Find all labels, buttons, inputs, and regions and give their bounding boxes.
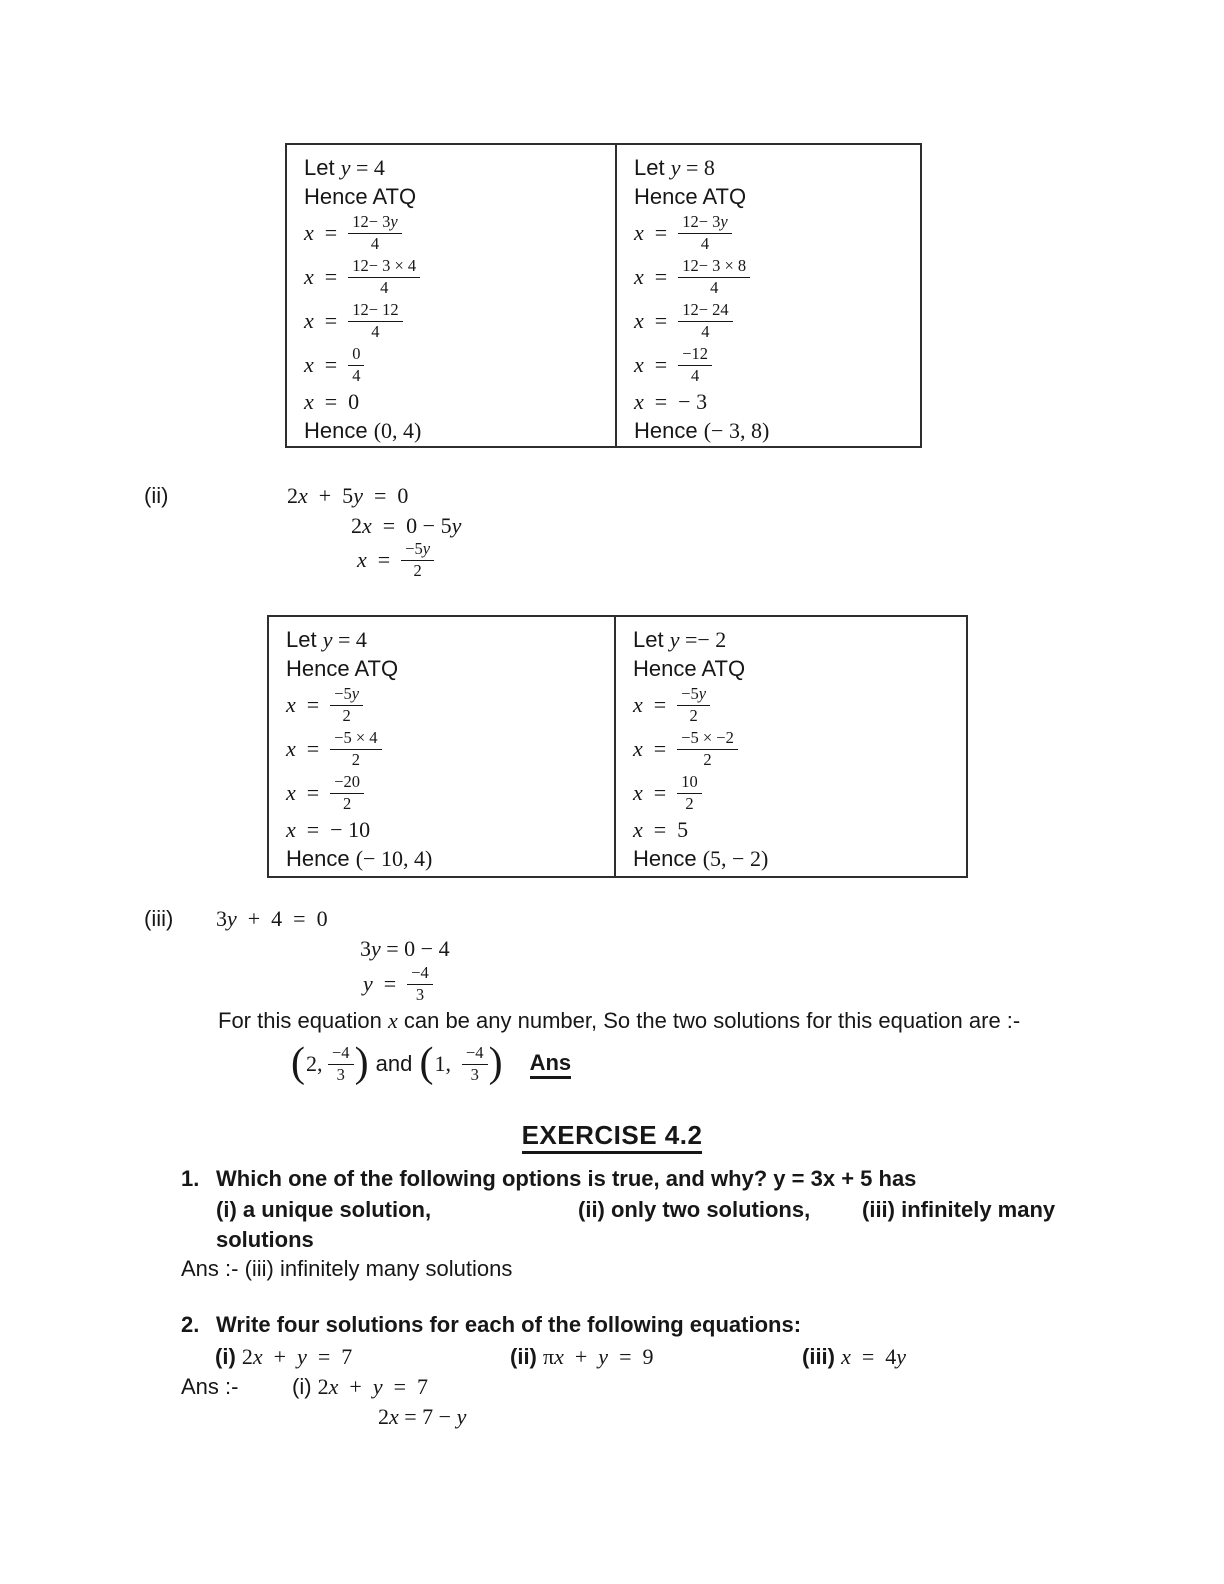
equation-step <box>633 771 966 815</box>
hence-atq-line: Hence ATQ <box>634 183 747 209</box>
denominator: 4 <box>371 321 380 341</box>
result-line: x = − 3 <box>634 388 708 414</box>
fraction <box>330 729 381 769</box>
result-line: x = 0 <box>304 388 360 414</box>
equation-step <box>634 255 920 299</box>
denominator: 4 <box>690 365 700 385</box>
conclusion-line <box>634 416 920 445</box>
part-iii-label: (iii) <box>144 906 174 931</box>
numerator: 10 <box>677 773 702 793</box>
table2-left-cell <box>269 617 614 876</box>
equation-step <box>633 727 966 771</box>
solution-point-2: 1, <box>434 1051 462 1076</box>
conclusion-point: (0, 4) <box>373 417 422 443</box>
q1-option-ii: (ii) only two solutions, <box>578 1197 811 1222</box>
conclusion-line <box>286 844 614 873</box>
fraction <box>677 773 702 813</box>
part-ii-equation-3 <box>357 536 434 584</box>
step-lhs: x = <box>286 736 331 761</box>
denominator: 4 <box>710 277 719 297</box>
hence-label: Hence <box>634 417 704 443</box>
denominator: 2 <box>689 705 698 725</box>
denominator: 4 <box>701 321 710 341</box>
let-line <box>304 153 615 182</box>
numerator: −5 × −2 <box>677 729 738 749</box>
equation-step <box>634 211 920 255</box>
denominator: 2 <box>685 793 694 813</box>
q2-text: Write four solutions for each of the following equations: <box>216 1312 802 1337</box>
numerator: −5y <box>677 685 710 705</box>
q2-ans-label: Ans :- <box>181 1374 239 1399</box>
part-iii-equation-2: 3 y = 0 − 4 <box>360 936 450 961</box>
hence-atq-line: Hence ATQ <box>304 183 417 209</box>
q1-text-continued: solutions <box>216 1227 314 1252</box>
equation-step <box>634 343 920 387</box>
part-iii-equation-3 <box>363 960 433 1008</box>
fraction <box>677 685 710 725</box>
conclusion-line <box>304 416 615 445</box>
step-lhs: y = <box>363 971 408 996</box>
hence-atq-line: Hence ATQ <box>633 655 746 681</box>
denominator: 4 <box>352 365 361 385</box>
part-equation: 2x + y = 7 <box>241 1344 353 1369</box>
denominator: 4 <box>700 233 710 253</box>
exercise-heading: EXERCISE 4.2 <box>522 1120 703 1154</box>
solutions-line <box>290 1038 571 1090</box>
step-lhs: x = <box>304 264 349 289</box>
let-label: Let <box>286 626 323 652</box>
let-line <box>634 153 920 182</box>
solution-table-1 <box>285 143 922 448</box>
denominator: 3 <box>415 984 425 1004</box>
and-text: and <box>369 1051 419 1076</box>
numerator: −4 <box>407 964 433 984</box>
q1-number: 1. <box>181 1166 200 1191</box>
fraction <box>678 301 732 341</box>
numerator: 0 <box>348 345 364 365</box>
fraction <box>330 685 363 725</box>
denominator: 2 <box>413 560 422 580</box>
part-iii-note: For this equation x can be any number, So the two solutions for this equation are :- <box>218 1008 1021 1033</box>
q2-number: 2. <box>181 1312 200 1337</box>
part-label: (iii) <box>802 1344 842 1369</box>
numerator: −4 <box>328 1044 354 1064</box>
exercise-heading-row <box>0 1120 1224 1151</box>
numerator: −12 <box>678 345 712 365</box>
result-line: x = 5 <box>633 816 689 842</box>
part-ii-equation-2: 2 x = 0 − 5 y <box>351 513 462 538</box>
let-line <box>633 625 966 654</box>
part-iii-equation-1: 3 y + 4 = 0 <box>216 906 328 931</box>
numerator: −5y <box>330 685 363 705</box>
conclusion-point: (− 3, 8) <box>703 417 770 443</box>
denominator: 2 <box>342 705 351 725</box>
hence-label: Hence <box>633 845 703 871</box>
numerator: −5 × 4 <box>330 729 381 749</box>
step-lhs: x = <box>304 308 349 333</box>
let-equation: y = 4 <box>322 626 367 652</box>
result-line: x = − 10 <box>286 816 371 842</box>
fraction <box>677 729 738 769</box>
step-lhs: x = <box>633 692 678 717</box>
let-equation: y = 8 <box>670 154 715 180</box>
denominator: 2 <box>342 793 352 813</box>
hence-label: Hence <box>286 845 356 871</box>
solution-point-1: 2, <box>306 1051 328 1076</box>
part-ii-label: (ii) <box>144 483 169 508</box>
step-lhs: x = <box>286 692 331 717</box>
let-line <box>286 625 614 654</box>
part-equation: 2x + y = 7 <box>317 1374 429 1399</box>
let-label: Let <box>304 154 341 180</box>
q2-part-iii <box>802 1342 906 1372</box>
part-ii-equation-1: 2 x + 5 y = 0 <box>287 483 409 508</box>
step-lhs: x = <box>304 220 349 245</box>
q1-answer: Ans :- (iii) infinitely many solutions <box>181 1256 513 1281</box>
equation-step <box>634 299 920 343</box>
solution-table-2 <box>267 615 968 878</box>
close-paren: ) <box>488 1040 503 1087</box>
step-lhs: x = <box>633 736 678 761</box>
let-label: Let <box>634 154 671 180</box>
equation-step <box>633 683 966 727</box>
conclusion-point: (5, − 2) <box>702 845 769 871</box>
conclusion-point: (− 10, 4) <box>355 845 433 871</box>
fraction <box>462 1044 488 1084</box>
fraction <box>678 257 750 297</box>
let-equation: y = 4 <box>340 154 385 180</box>
numerator: 12− 24 <box>678 301 732 321</box>
conclusion-line <box>633 844 966 873</box>
numerator: 12− 3y <box>678 213 732 233</box>
equation-step <box>286 683 614 727</box>
denominator: 4 <box>370 233 380 253</box>
denominator: 3 <box>470 1064 479 1084</box>
denominator: 3 <box>336 1064 345 1084</box>
step-lhs: x = <box>286 780 331 805</box>
equation-step <box>304 343 615 387</box>
step-lhs: x = <box>357 547 402 572</box>
numerator: 12− 3 × 8 <box>678 257 750 277</box>
let-label: Let <box>633 626 670 652</box>
step-lhs: x = <box>633 780 678 805</box>
denominator: 2 <box>351 749 360 769</box>
part-label: (i) <box>215 1344 242 1369</box>
open-paren: ( <box>291 1040 305 1087</box>
part-equation: x = 4y <box>841 1344 907 1369</box>
numerator: 12− 3y <box>348 213 402 233</box>
let-equation: y =− 2 <box>669 626 727 652</box>
close-paren: ) <box>354 1040 369 1087</box>
q2-ans-step-1 <box>292 1372 428 1402</box>
hence-atq-line: Hence ATQ <box>286 655 399 681</box>
denominator: 2 <box>703 749 712 769</box>
step-lhs: x = <box>634 352 679 377</box>
fraction <box>328 1044 354 1084</box>
fraction <box>407 964 433 1004</box>
fraction <box>348 213 402 253</box>
equation-step <box>304 255 615 299</box>
numerator: −20 <box>330 773 364 793</box>
fraction <box>348 345 364 385</box>
step-lhs: x = <box>304 352 349 377</box>
fraction <box>330 773 364 813</box>
equation-step <box>286 771 614 815</box>
fraction <box>348 257 420 297</box>
q1-option-iii: (iii) infinitely many <box>862 1197 1056 1222</box>
step-lhs: x = <box>634 220 679 245</box>
part-label: (i) <box>292 1374 318 1399</box>
table1-right-cell <box>615 145 920 446</box>
step-lhs: x = <box>634 264 679 289</box>
numerator: −4 <box>462 1044 488 1064</box>
open-paren: ( <box>419 1040 434 1087</box>
step-lhs: x = <box>634 308 679 333</box>
numerator: −5y <box>401 540 434 560</box>
ans-label: Ans <box>530 1050 572 1079</box>
numerator: 12− 3 × 4 <box>348 257 420 277</box>
equation-step <box>304 211 615 255</box>
part-equation: πx + y = 9 <box>543 1344 654 1369</box>
hence-label: Hence <box>304 417 374 443</box>
numerator: 12− 12 <box>348 301 402 321</box>
q1-option-i: (i) a unique solution, <box>216 1197 432 1222</box>
table1-left-cell <box>287 145 615 446</box>
fraction <box>678 345 712 385</box>
q2-part-ii <box>510 1342 653 1372</box>
equation-step <box>304 299 615 343</box>
part-label: (ii) <box>510 1344 543 1369</box>
equation-step <box>286 727 614 771</box>
table2-right-cell <box>614 617 966 876</box>
fraction <box>401 540 434 580</box>
q2-part-i <box>215 1342 352 1372</box>
q1-text: Which one of the following options is true, and why? y = 3x + 5 has <box>216 1166 917 1191</box>
q2-ans-step-2: 2 x = 7 − y <box>378 1404 467 1429</box>
denominator: 4 <box>380 277 389 297</box>
fraction <box>348 301 402 341</box>
fraction <box>678 213 732 253</box>
